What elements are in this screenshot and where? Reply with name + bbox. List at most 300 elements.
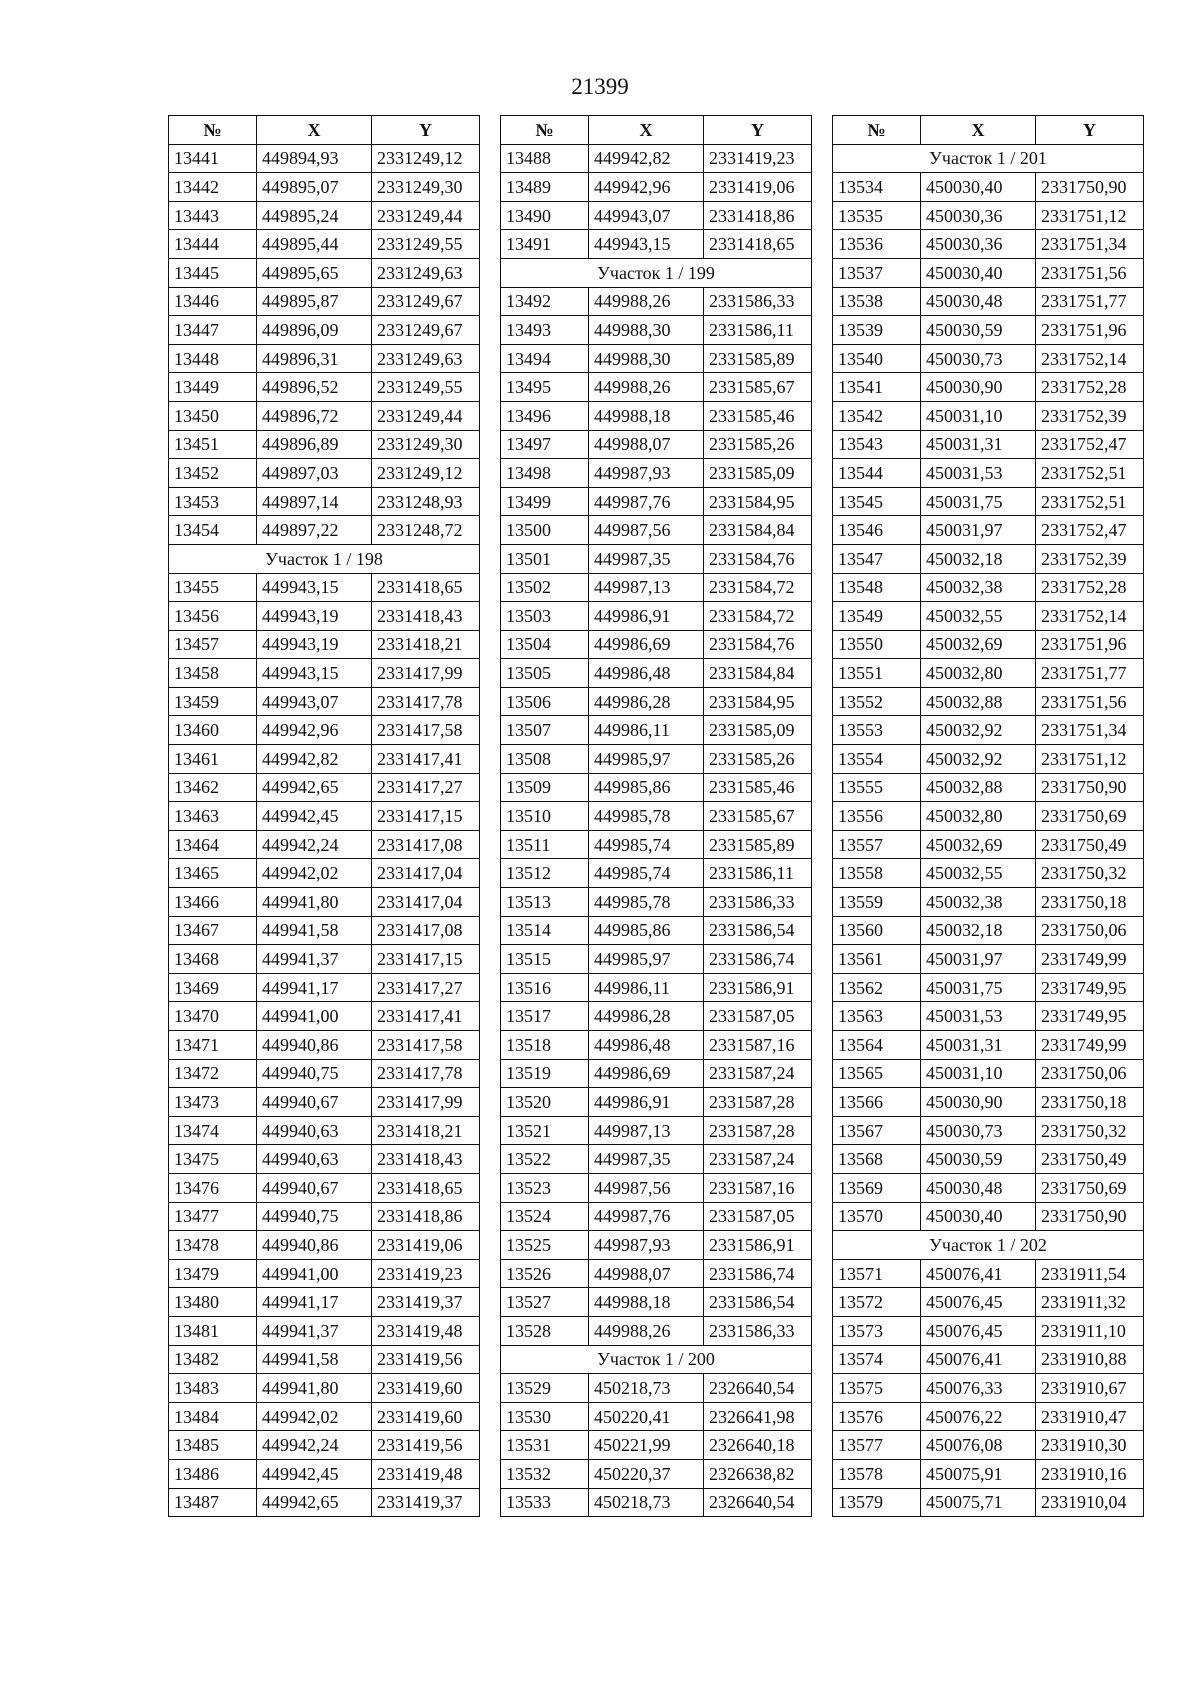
y-coordinate-cell: 2331419,23: [704, 144, 812, 173]
x-coordinate-cell: 449986,91: [589, 1088, 704, 1117]
table-row: [833, 802, 1144, 831]
point-number-cell: 13520: [501, 1088, 589, 1117]
table-row: [501, 430, 812, 459]
table-row: [169, 1345, 480, 1374]
x-coordinate-cell: 450031,75: [921, 487, 1036, 516]
x-coordinate-cell: 449988,26: [589, 373, 704, 402]
table-row: [833, 916, 1144, 945]
point-number-cell: 13504: [501, 630, 589, 659]
table-row: [501, 1459, 812, 1488]
y-coordinate-cell: 2331419,48: [372, 1459, 480, 1488]
table-row: [501, 344, 812, 373]
table-row: [169, 1002, 480, 1031]
y-coordinate-cell: 2331249,12: [372, 459, 480, 488]
point-number-cell: 13526: [501, 1259, 589, 1288]
point-number-cell: 13475: [169, 1145, 257, 1174]
y-coordinate-cell: 2331751,96: [1036, 316, 1144, 345]
x-coordinate-cell: 450030,90: [921, 1088, 1036, 1117]
x-coordinate-cell: 450030,40: [921, 1202, 1036, 1231]
x-coordinate-cell: 450032,55: [921, 859, 1036, 888]
y-coordinate-cell: 2331585,26: [704, 430, 812, 459]
x-coordinate-cell: 449941,80: [257, 1374, 372, 1403]
point-number-cell: 13521: [501, 1116, 589, 1145]
point-number-cell: 13484: [169, 1402, 257, 1431]
table-row: [833, 316, 1144, 345]
x-coordinate-cell: 449940,67: [257, 1088, 372, 1117]
y-coordinate-cell: 2331419,56: [372, 1345, 480, 1374]
table-body: [169, 144, 480, 1517]
section-title: Участок 1 / 202: [833, 1231, 1144, 1260]
x-coordinate-cell: 449940,63: [257, 1116, 372, 1145]
table-body: [501, 144, 812, 1517]
point-number-cell: 13453: [169, 487, 257, 516]
point-number-cell: 13532: [501, 1459, 589, 1488]
table-row: [169, 859, 480, 888]
section-row: [833, 144, 1144, 173]
x-coordinate-cell: 449942,24: [257, 1431, 372, 1460]
table-row: [833, 173, 1144, 202]
table-row: [501, 316, 812, 345]
point-number-cell: 13449: [169, 373, 257, 402]
point-number-cell: 13522: [501, 1145, 589, 1174]
y-coordinate-cell: 2331751,12: [1036, 745, 1144, 774]
x-coordinate-cell: 449988,30: [589, 344, 704, 373]
point-number-cell: 13481: [169, 1316, 257, 1345]
point-number-cell: 13492: [501, 287, 589, 316]
point-number-cell: 13442: [169, 173, 257, 202]
y-coordinate-cell: 2331750,69: [1036, 1173, 1144, 1202]
x-coordinate-cell: 450075,91: [921, 1459, 1036, 1488]
x-coordinate-cell: 450221,99: [589, 1431, 704, 1460]
point-number-cell: 13458: [169, 659, 257, 688]
x-coordinate-cell: 449987,35: [589, 544, 704, 573]
y-coordinate-cell: 2331752,51: [1036, 487, 1144, 516]
table-row: [833, 1488, 1144, 1517]
point-number-cell: 13474: [169, 1116, 257, 1145]
table-row: [501, 1431, 812, 1460]
point-number-cell: 13536: [833, 230, 921, 259]
table-row: [169, 173, 480, 202]
point-number-cell: 13508: [501, 745, 589, 774]
point-number-cell: 13525: [501, 1231, 589, 1260]
x-coordinate-cell: 449987,35: [589, 1145, 704, 1174]
table-row: [169, 916, 480, 945]
table-row: [169, 802, 480, 831]
y-coordinate-cell: 2331749,99: [1036, 1031, 1144, 1060]
y-coordinate-cell: 2331587,16: [704, 1031, 812, 1060]
x-coordinate-cell: 449986,11: [589, 716, 704, 745]
x-coordinate-cell: 450032,88: [921, 687, 1036, 716]
coordinates-table-2: [500, 115, 812, 1517]
y-coordinate-cell: 2331911,54: [1036, 1259, 1144, 1288]
x-coordinate-cell: 450032,38: [921, 573, 1036, 602]
y-coordinate-cell: 2331750,06: [1036, 916, 1144, 945]
point-number-cell: 13563: [833, 1002, 921, 1031]
table-row: [833, 830, 1144, 859]
table-header-row: [833, 116, 1144, 145]
table-row: [833, 1374, 1144, 1403]
x-coordinate-cell: 449940,67: [257, 1173, 372, 1202]
table-body: [833, 144, 1144, 1517]
table-row: [833, 516, 1144, 545]
point-number-cell: 13549: [833, 602, 921, 631]
x-coordinate-cell: 450031,31: [921, 1031, 1036, 1060]
point-number-cell: 13537: [833, 258, 921, 287]
y-coordinate-cell: 2331751,34: [1036, 230, 1144, 259]
x-coordinate-cell: 449943,15: [257, 573, 372, 602]
header-x: X: [921, 116, 1036, 145]
y-coordinate-cell: 2331586,33: [704, 888, 812, 917]
table-row: [833, 544, 1144, 573]
point-number-cell: 13452: [169, 459, 257, 488]
x-coordinate-cell: 450032,69: [921, 630, 1036, 659]
x-coordinate-cell: 450031,53: [921, 459, 1036, 488]
point-number-cell: 13444: [169, 230, 257, 259]
y-coordinate-cell: 2331910,88: [1036, 1345, 1144, 1374]
table-row: [169, 773, 480, 802]
point-number-cell: 13500: [501, 516, 589, 545]
y-coordinate-cell: 2331587,05: [704, 1202, 812, 1231]
y-coordinate-cell: 2331910,67: [1036, 1374, 1144, 1403]
table-row: [501, 1059, 812, 1088]
table-row: [501, 516, 812, 545]
point-number-cell: 13443: [169, 201, 257, 230]
point-number-cell: 13511: [501, 830, 589, 859]
y-coordinate-cell: 2331585,09: [704, 716, 812, 745]
x-coordinate-cell: 450032,92: [921, 716, 1036, 745]
table-row: [501, 201, 812, 230]
table-row: [501, 1145, 812, 1174]
table-row: [169, 573, 480, 602]
y-coordinate-cell: 2331752,47: [1036, 430, 1144, 459]
point-number-cell: 13562: [833, 973, 921, 1002]
point-number-cell: 13507: [501, 716, 589, 745]
point-number-cell: 13574: [833, 1345, 921, 1374]
y-coordinate-cell: 2331249,63: [372, 344, 480, 373]
x-coordinate-cell: 449986,48: [589, 659, 704, 688]
x-coordinate-cell: 449896,09: [257, 316, 372, 345]
point-number-cell: 13571: [833, 1259, 921, 1288]
point-number-cell: 13515: [501, 945, 589, 974]
point-number-cell: 13457: [169, 630, 257, 659]
point-number-cell: 13514: [501, 916, 589, 945]
table-row: [501, 830, 812, 859]
x-coordinate-cell: 450030,48: [921, 287, 1036, 316]
table-row: [833, 258, 1144, 287]
table-row: [501, 1231, 812, 1260]
y-coordinate-cell: 2331584,72: [704, 602, 812, 631]
x-coordinate-cell: 450031,53: [921, 1002, 1036, 1031]
x-coordinate-cell: 450030,73: [921, 1116, 1036, 1145]
y-coordinate-cell: 2331752,39: [1036, 544, 1144, 573]
table-row: [833, 1202, 1144, 1231]
y-coordinate-cell: 2331417,58: [372, 716, 480, 745]
y-coordinate-cell: 2331910,16: [1036, 1459, 1144, 1488]
point-number-cell: 13535: [833, 201, 921, 230]
point-number-cell: 13498: [501, 459, 589, 488]
y-coordinate-cell: 2331419,60: [372, 1374, 480, 1403]
section-row: [169, 544, 480, 573]
table-row: [169, 373, 480, 402]
y-coordinate-cell: 2331752,39: [1036, 401, 1144, 430]
point-number-cell: 13551: [833, 659, 921, 688]
x-coordinate-cell: 449941,00: [257, 1002, 372, 1031]
x-coordinate-cell: 450032,80: [921, 802, 1036, 831]
y-coordinate-cell: 2326640,18: [704, 1431, 812, 1460]
point-number-cell: 13548: [833, 573, 921, 602]
point-number-cell: 13539: [833, 316, 921, 345]
y-coordinate-cell: 2331750,90: [1036, 1202, 1144, 1231]
table-row: [501, 1173, 812, 1202]
point-number-cell: 13560: [833, 916, 921, 945]
x-coordinate-cell: 449942,02: [257, 859, 372, 888]
table-row: [501, 888, 812, 917]
point-number-cell: 13446: [169, 287, 257, 316]
point-number-cell: 13575: [833, 1374, 921, 1403]
table-row: [501, 459, 812, 488]
y-coordinate-cell: 2331749,95: [1036, 973, 1144, 1002]
table-row: [169, 687, 480, 716]
y-coordinate-cell: 2331752,14: [1036, 602, 1144, 631]
x-coordinate-cell: 450030,73: [921, 344, 1036, 373]
y-coordinate-cell: 2331586,74: [704, 1259, 812, 1288]
table-row: [169, 1231, 480, 1260]
section-row: [501, 1345, 812, 1374]
point-number-cell: 13478: [169, 1231, 257, 1260]
table-row: [833, 1088, 1144, 1117]
point-number-cell: 13556: [833, 802, 921, 831]
point-number-cell: 13518: [501, 1031, 589, 1060]
table-row: [833, 573, 1144, 602]
point-number-cell: 13513: [501, 888, 589, 917]
y-coordinate-cell: 2331910,30: [1036, 1431, 1144, 1460]
point-number-cell: 13512: [501, 859, 589, 888]
table-row: [833, 430, 1144, 459]
point-number-cell: 13469: [169, 973, 257, 1002]
x-coordinate-cell: 449985,97: [589, 945, 704, 974]
section-title: Участок 1 / 199: [501, 258, 812, 287]
point-number-cell: 13577: [833, 1431, 921, 1460]
point-number-cell: 13578: [833, 1459, 921, 1488]
table-row: [169, 945, 480, 974]
table-row: [169, 1088, 480, 1117]
x-coordinate-cell: 449896,72: [257, 401, 372, 430]
x-coordinate-cell: 449941,37: [257, 945, 372, 974]
table-row: [169, 201, 480, 230]
point-number-cell: 13465: [169, 859, 257, 888]
y-coordinate-cell: 2326638,82: [704, 1459, 812, 1488]
x-coordinate-cell: 449988,30: [589, 316, 704, 345]
point-number-cell: 13472: [169, 1059, 257, 1088]
x-coordinate-cell: 450076,22: [921, 1402, 1036, 1431]
x-coordinate-cell: 450218,73: [589, 1374, 704, 1403]
x-coordinate-cell: 449942,82: [589, 144, 704, 173]
y-coordinate-cell: 2331751,56: [1036, 258, 1144, 287]
section-row: [501, 258, 812, 287]
x-coordinate-cell: 449942,96: [257, 716, 372, 745]
y-coordinate-cell: 2331249,55: [372, 373, 480, 402]
point-number-cell: 13485: [169, 1431, 257, 1460]
point-number-cell: 13559: [833, 888, 921, 917]
x-coordinate-cell: 449943,19: [257, 602, 372, 631]
table-row: [169, 344, 480, 373]
y-coordinate-cell: 2331586,91: [704, 1231, 812, 1260]
table-row: [501, 802, 812, 831]
y-coordinate-cell: 2331418,21: [372, 1116, 480, 1145]
y-coordinate-cell: 2331752,28: [1036, 373, 1144, 402]
table-row: [833, 344, 1144, 373]
x-coordinate-cell: 449987,93: [589, 459, 704, 488]
x-coordinate-cell: 449987,56: [589, 516, 704, 545]
y-coordinate-cell: 2331249,44: [372, 201, 480, 230]
y-coordinate-cell: 2331751,77: [1036, 659, 1144, 688]
x-coordinate-cell: 449941,80: [257, 888, 372, 917]
point-number-cell: 13495: [501, 373, 589, 402]
table-row: [833, 401, 1144, 430]
x-coordinate-cell: 450220,37: [589, 1459, 704, 1488]
x-coordinate-cell: 450032,92: [921, 745, 1036, 774]
x-coordinate-cell: 449988,18: [589, 401, 704, 430]
point-number-cell: 13494: [501, 344, 589, 373]
y-coordinate-cell: 2331418,65: [372, 573, 480, 602]
point-number-cell: 13486: [169, 1459, 257, 1488]
x-coordinate-cell: 450076,41: [921, 1345, 1036, 1374]
x-coordinate-cell: 449988,07: [589, 1259, 704, 1288]
point-number-cell: 13530: [501, 1402, 589, 1431]
table-row: [169, 144, 480, 173]
y-coordinate-cell: 2331587,24: [704, 1059, 812, 1088]
point-number-cell: 13510: [501, 802, 589, 831]
point-number-cell: 13555: [833, 773, 921, 802]
point-number-cell: 13501: [501, 544, 589, 573]
x-coordinate-cell: 449988,07: [589, 430, 704, 459]
x-coordinate-cell: 449943,19: [257, 630, 372, 659]
point-number-cell: 13467: [169, 916, 257, 945]
x-coordinate-cell: 449987,76: [589, 1202, 704, 1231]
point-number-cell: 13561: [833, 945, 921, 974]
point-number-cell: 13565: [833, 1059, 921, 1088]
x-coordinate-cell: 450076,08: [921, 1431, 1036, 1460]
x-coordinate-cell: 450076,41: [921, 1259, 1036, 1288]
x-coordinate-cell: 449896,31: [257, 344, 372, 373]
table-row: [501, 716, 812, 745]
point-number-cell: 13482: [169, 1345, 257, 1374]
table-row: [169, 1059, 480, 1088]
table-row: [833, 1345, 1144, 1374]
x-coordinate-cell: 449987,13: [589, 1116, 704, 1145]
table-row: [833, 630, 1144, 659]
x-coordinate-cell: 449941,58: [257, 916, 372, 945]
header-y: Y: [1036, 116, 1144, 145]
table-row: [169, 258, 480, 287]
point-number-cell: 13490: [501, 201, 589, 230]
point-number-cell: 13557: [833, 830, 921, 859]
table-row: [833, 1459, 1144, 1488]
x-coordinate-cell: 449940,75: [257, 1202, 372, 1231]
y-coordinate-cell: 2331752,51: [1036, 459, 1144, 488]
y-coordinate-cell: 2331585,67: [704, 802, 812, 831]
point-number-cell: 13459: [169, 687, 257, 716]
point-number-cell: 13528: [501, 1316, 589, 1345]
point-number-cell: 13558: [833, 859, 921, 888]
table-row: [169, 1402, 480, 1431]
y-coordinate-cell: 2331584,76: [704, 544, 812, 573]
point-number-cell: 13471: [169, 1031, 257, 1060]
y-coordinate-cell: 2331750,18: [1036, 1088, 1144, 1117]
table-row: [833, 230, 1144, 259]
table-row: [169, 1031, 480, 1060]
table-row: [833, 1259, 1144, 1288]
y-coordinate-cell: 2331750,06: [1036, 1059, 1144, 1088]
x-coordinate-cell: 449942,45: [257, 1459, 372, 1488]
x-coordinate-cell: 449894,93: [257, 144, 372, 173]
point-number-cell: 13461: [169, 745, 257, 774]
x-coordinate-cell: 450030,59: [921, 316, 1036, 345]
y-coordinate-cell: 2331749,95: [1036, 1002, 1144, 1031]
x-coordinate-cell: 449942,65: [257, 1488, 372, 1517]
table-row: [833, 459, 1144, 488]
y-coordinate-cell: 2331750,90: [1036, 173, 1144, 202]
x-coordinate-cell: 449940,75: [257, 1059, 372, 1088]
table-row: [169, 1488, 480, 1517]
y-coordinate-cell: 2331910,04: [1036, 1488, 1144, 1517]
x-coordinate-cell: 449942,02: [257, 1402, 372, 1431]
point-number-cell: 13491: [501, 230, 589, 259]
table-row: [501, 544, 812, 573]
table-row: [501, 1488, 812, 1517]
table-row: [169, 630, 480, 659]
point-number-cell: 13568: [833, 1145, 921, 1174]
x-coordinate-cell: 449987,56: [589, 1173, 704, 1202]
x-coordinate-cell: 449941,17: [257, 1288, 372, 1317]
table-row: [501, 144, 812, 173]
point-number-cell: 13460: [169, 716, 257, 745]
y-coordinate-cell: 2331911,10: [1036, 1316, 1144, 1345]
table-row: [833, 602, 1144, 631]
y-coordinate-cell: 2331419,06: [704, 173, 812, 202]
table-row: [169, 1459, 480, 1488]
table-row: [833, 1316, 1144, 1345]
table-row: [501, 602, 812, 631]
x-coordinate-cell: 449942,65: [257, 773, 372, 802]
point-number-cell: 13454: [169, 516, 257, 545]
y-coordinate-cell: 2331417,99: [372, 1088, 480, 1117]
x-coordinate-cell: 449986,91: [589, 602, 704, 631]
y-coordinate-cell: 2331587,16: [704, 1173, 812, 1202]
x-coordinate-cell: 449988,26: [589, 1316, 704, 1345]
point-number-cell: 13540: [833, 344, 921, 373]
y-coordinate-cell: 2326641,98: [704, 1402, 812, 1431]
table-row: [169, 1173, 480, 1202]
header-x: X: [257, 116, 372, 145]
y-coordinate-cell: 2331584,84: [704, 659, 812, 688]
point-number-cell: 13538: [833, 287, 921, 316]
point-number-cell: 13487: [169, 1488, 257, 1517]
table-row: [169, 973, 480, 1002]
point-number-cell: 13509: [501, 773, 589, 802]
y-coordinate-cell: 2331752,14: [1036, 344, 1144, 373]
y-coordinate-cell: 2331584,84: [704, 516, 812, 545]
y-coordinate-cell: 2331417,04: [372, 859, 480, 888]
y-coordinate-cell: 2331752,47: [1036, 516, 1144, 545]
x-coordinate-cell: 450032,69: [921, 830, 1036, 859]
y-coordinate-cell: 2326640,54: [704, 1488, 812, 1517]
table-row: [501, 401, 812, 430]
x-coordinate-cell: 449985,86: [589, 916, 704, 945]
y-coordinate-cell: 2331417,78: [372, 1059, 480, 1088]
y-coordinate-cell: 2331587,28: [704, 1116, 812, 1145]
point-number-cell: 13506: [501, 687, 589, 716]
